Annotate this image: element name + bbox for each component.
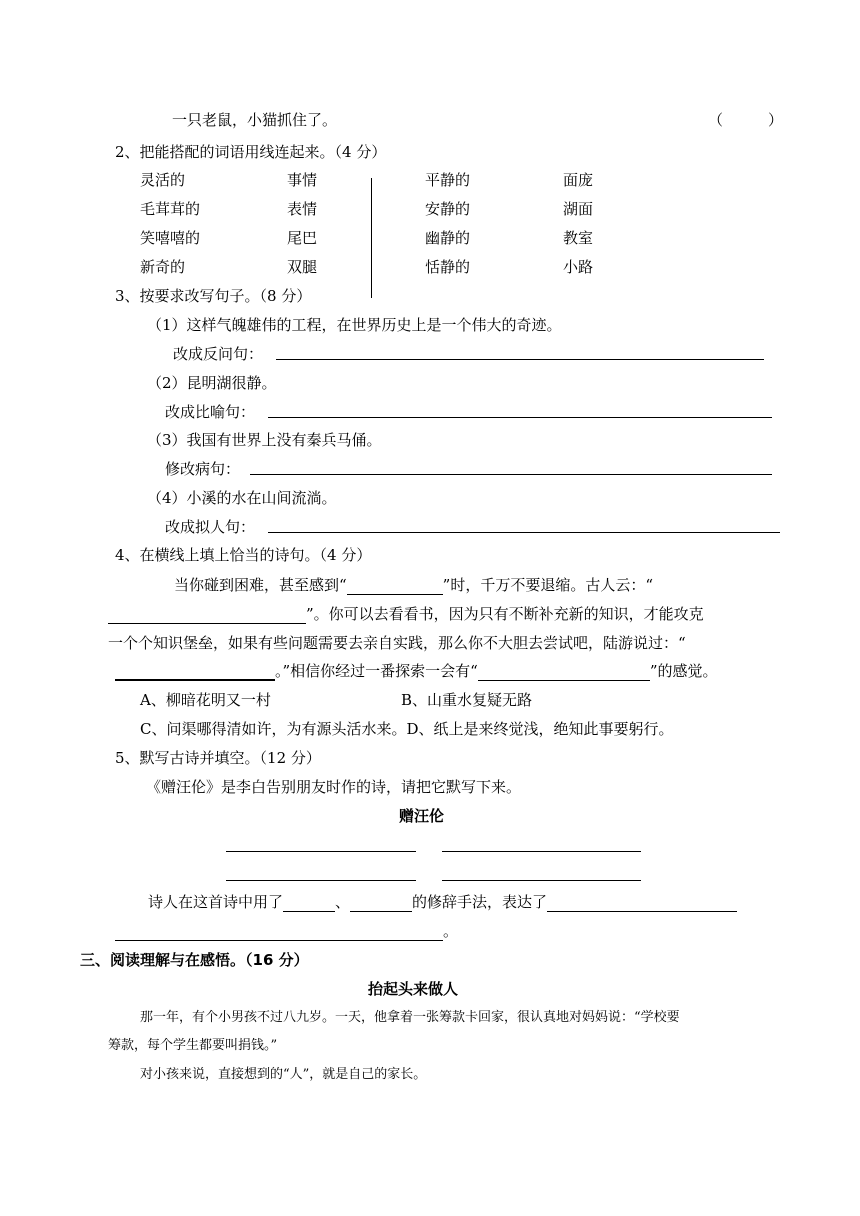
- q2-right-adj-4[interactable]: 恬静的: [425, 258, 471, 276]
- q2-left-adj-1[interactable]: 灵活的: [140, 171, 186, 189]
- q2-left-noun-2[interactable]: 表情: [287, 200, 318, 218]
- q5-fill-end: 。: [443, 922, 459, 940]
- q3-prompt-4: 改成拟人句：: [165, 518, 256, 536]
- q4-blank-2[interactable]: [108, 607, 306, 624]
- q4-line1: [174, 575, 653, 595]
- poem-line-3[interactable]: [226, 880, 416, 881]
- q4-line2: [108, 604, 704, 624]
- q4-line1-start: 当你碰到困难，甚至感到“: [174, 576, 347, 594]
- q5-fill-sep: 、: [335, 893, 351, 911]
- section3-title: 三、阅读理解与在感悟。（16 分）: [80, 951, 309, 969]
- q2-right-adj-2[interactable]: 安静的: [425, 200, 471, 218]
- q2-left-adj-2[interactable]: 毛茸茸的: [140, 200, 201, 218]
- article-para1-line1: 那一年，有个小男孩不过八九岁。一天，他拿着一张筹款卡回家，很认真地对妈妈说：“学校要: [140, 1010, 680, 1025]
- q3-answer-line-1[interactable]: [276, 359, 764, 360]
- q2-left-noun-3[interactable]: 尾巴: [287, 229, 318, 247]
- q2-right-noun-4[interactable]: 小路: [563, 258, 594, 276]
- q4-line4-end: ”的感觉。: [649, 662, 718, 680]
- q2-right-noun-2[interactable]: 湖面: [563, 200, 594, 218]
- q4-line4-mid: 。”相信你经过一番探索一会有“: [275, 662, 478, 680]
- q3-sentence-3: （3）我国有世界上没有秦兵马俑。: [147, 431, 382, 449]
- q4-line1-end: ”时，千万不要退缩。古人云：“: [442, 576, 654, 594]
- q5-intro: 《赠汪伦》是李白告别朋友时作的诗，请把它默写下来。: [146, 778, 522, 796]
- q4-option-b: B、山重水复疑无路: [401, 691, 533, 709]
- q5-fill-start: 诗人在这首诗中用了: [148, 893, 284, 911]
- article-title: 抬起头来做人: [368, 980, 459, 998]
- q3-answer-line-3[interactable]: [250, 474, 772, 475]
- q5-fill-mid: 的修辞手法，表达了: [412, 893, 548, 911]
- article-para2: 对小孩来说，直接想到的“人”，就是自己的家长。: [140, 1067, 427, 1082]
- q2-left-noun-4[interactable]: 双腿: [287, 258, 318, 276]
- q2-right-adj-1[interactable]: 平静的: [425, 171, 471, 189]
- q2-right-noun-3[interactable]: 教室: [563, 229, 594, 247]
- q2-right-noun-1[interactable]: 面庞: [563, 171, 594, 189]
- q4-line2-text: ”。你可以去看看书，因为只有不断补充新的知识，才能攻克: [306, 605, 704, 623]
- q5-title: 5、默写古诗并填空。（12 分）: [115, 749, 321, 767]
- previous-question-text: 一只老鼠，小猫抓住了。: [172, 111, 338, 129]
- q3-title: 3、按要求改写句子。（8 分）: [115, 287, 312, 305]
- q2-title: 2、把能搭配的词语用线连起来。（4 分）: [115, 143, 387, 161]
- q5-blank-3[interactable]: [547, 895, 737, 912]
- q3-answer-line-2[interactable]: [268, 417, 772, 418]
- article-para1-line2: 筹款，每个学生都要叫捐钱。”: [108, 1038, 278, 1053]
- q4-line4: [115, 661, 718, 681]
- q4-option-cd: C、问渠哪得清如许，为有源头活水来。D、纸上是来终觉浅，绝知此事要躬行。: [140, 720, 674, 738]
- poem-line-2[interactable]: [442, 851, 641, 852]
- q5-blank-2[interactable]: [350, 895, 412, 912]
- q4-blank-1[interactable]: [347, 578, 443, 595]
- q3-prompt-3: 修改病句：: [165, 460, 241, 478]
- q2-divider: [371, 178, 372, 298]
- q2-right-adj-3[interactable]: 幽静的: [425, 229, 471, 247]
- q3-answer-line-4[interactable]: [268, 532, 780, 533]
- poem-title: 赠汪伦: [399, 807, 445, 825]
- q4-line3: 一个个知识堡垒，如果有些问题需要去亲自实践，那么你不大胆去尝试吧，陆游说过：“: [108, 634, 686, 652]
- q3-sentence-2: （2）昆明湖很静。: [147, 374, 277, 392]
- q4-title: 4、在横线上填上恰当的诗句。（4 分）: [115, 546, 372, 564]
- q5-blank-4[interactable]: [115, 924, 443, 941]
- q3-prompt-1: 改成反问句：: [173, 345, 264, 363]
- q3-prompt-2: 改成比喻句：: [165, 403, 256, 421]
- poem-line-1[interactable]: [226, 851, 416, 852]
- answer-parentheses[interactable]: （ ）: [708, 111, 784, 129]
- q2-left-noun-1[interactable]: 事情: [287, 171, 318, 189]
- q5-blank-1[interactable]: [283, 895, 335, 912]
- q4-blank-4[interactable]: [478, 664, 650, 681]
- q4-blank-3[interactable]: [115, 663, 275, 681]
- poem-line-4[interactable]: [442, 880, 641, 881]
- q5-fill-line2: [115, 921, 458, 941]
- q2-left-adj-3[interactable]: 笑嘻嘻的: [140, 229, 201, 247]
- q3-sentence-1: （1）这样气魄雄伟的工程，在世界历史上是一个伟大的奇迹。: [147, 316, 562, 334]
- q4-option-a: A、柳暗花明又一村: [140, 691, 271, 709]
- q3-sentence-4: （4）小溪的水在山间流淌。: [147, 489, 337, 507]
- q5-fill-line: [148, 892, 737, 912]
- q2-left-adj-4[interactable]: 新奇的: [140, 258, 186, 276]
